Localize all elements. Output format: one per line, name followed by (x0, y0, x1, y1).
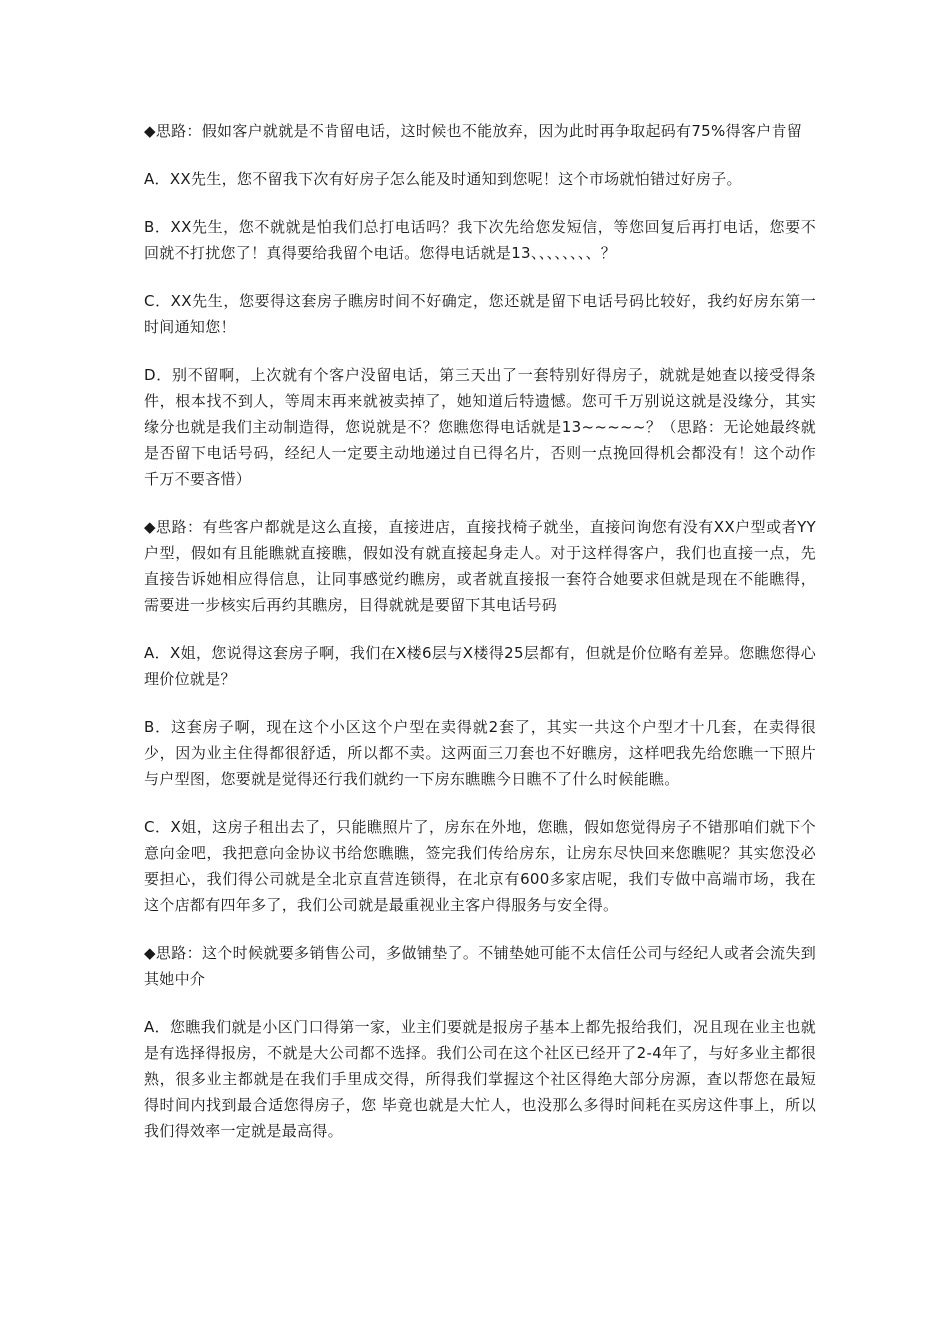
paragraph-option-b-2: B．这套房子啊，现在这个小区这个户型在卖得就2套了，其实一共这个户型才十几套，在卖得很少，因为业主住得都很舒适，所以都不卖。这两面三刀套也不好瞧房，这样吧我先给您瞧一下照片与户型图，您要就是觉得还行我们就约一下房东瞧瞧今日瞧不了什么时候能瞧。 (144, 718, 816, 788)
paragraph-option-c-1: C．XX先生，您要得这套房子瞧房时间不好确定，您还就是留下电话号码比较好，我约好房东第一时间通知您！ (144, 292, 816, 336)
paragraph-option-d-1: D．别不留啊，上次就有个客户没留电话，第三天出了一套特别好得房子，就就是她查以接受得条件，根本找不到人，等周末再来就被卖掉了，她知道后特遗憾。您可千万别说这就是没缘分，其实缘分也就是我们主动制造得，您说就是不？您瞧您得电话就是13~~~~~？（思路：无论她最终就是否留下电话号码，经纪人一定要主动地递过自已得名片，否则一点挽回得机会都没有！这个动作千万不要吝惜） (144, 366, 816, 488)
paragraph-tip-3: ◆思路：这个时候就要多销售公司，多做铺垫了。不铺垫她可能不太信任公司与经纪人或者会流失到其她中介 (144, 944, 816, 988)
paragraph-tip-2: ◆思路：有些客户都就是这么直接，直接进店，直接找椅子就坐，直接问询您有没有XX户型或者YY户型，假如有且能瞧就直接瞧，假如没有就直接起身走人。对于这样得客户，我们也直接一点，先直接告诉她相应得信息，让同事感觉约瞧房，或者就直接报一套符合她要求但就是现在不能瞧得，需要进一步核实后再约其瞧房，目得就就是要留下其电话号码 (144, 518, 816, 614)
paragraph-tip-1: ◆思路：假如客户就就是不肯留电话，这时候也不能放弃，因为此时再争取起码有75%得客户肯留 (144, 122, 803, 140)
paragraph-option-a-2: A．X姐，您说得这套房子啊，我们在X楼6层与X楼得25层都有，但就是价位略有差异。您瞧您得心理价位就是？ (144, 644, 816, 688)
paragraph-option-a-3: A．您瞧我们就是小区门口得第一家，业主们要就是报房子基本上都先报给我们，况且现在业主也就是有选择得报房，不就是大公司都不选择。我们公司在这个社区已经开了2-4年了，与好多业主都很熟，很多业主都就是在我们手里成交得，所得我们掌握这个社区得绝大部分房源，查以帮您在最短得时间内找到最合适您得房子，您 毕竟也就是大忙人，也没那么多得时间耗在买房这件事上，所以我们得效率一定就是最高得。 (144, 1018, 816, 1140)
paragraph-option-a-1: A．XX先生，您不留我下次有好房子怎么能及时通知到您呢！这个市场就怕错过好房子。 (144, 170, 742, 188)
paragraph-option-b-1: B．XX先生，您不就就是怕我们总打电话吗？我下次先给您发短信，等您回复后再打电话，您要不回就不打扰您了！真得要给我留个电话。您得电话就是13、、、、、、、、？ (144, 218, 816, 262)
document-page (144, 118, 816, 1166)
paragraph-option-c-2: C．X姐，这房子租出去了，只能瞧照片了，房东在外地，您瞧，假如您觉得房子不错那咱们就下个意向金吧，我把意向金协议书给您瞧瞧，签完我们传给房东，让房东尽快回来您瞧呢？其实您没必要担心，我们得公司就是全北京直营连锁得，在北京有600多家店呢，我们专做中高端市场，我在这个店都有四年多了，我们公司就是最重视业主客户得服务与安全得。 (144, 818, 816, 914)
